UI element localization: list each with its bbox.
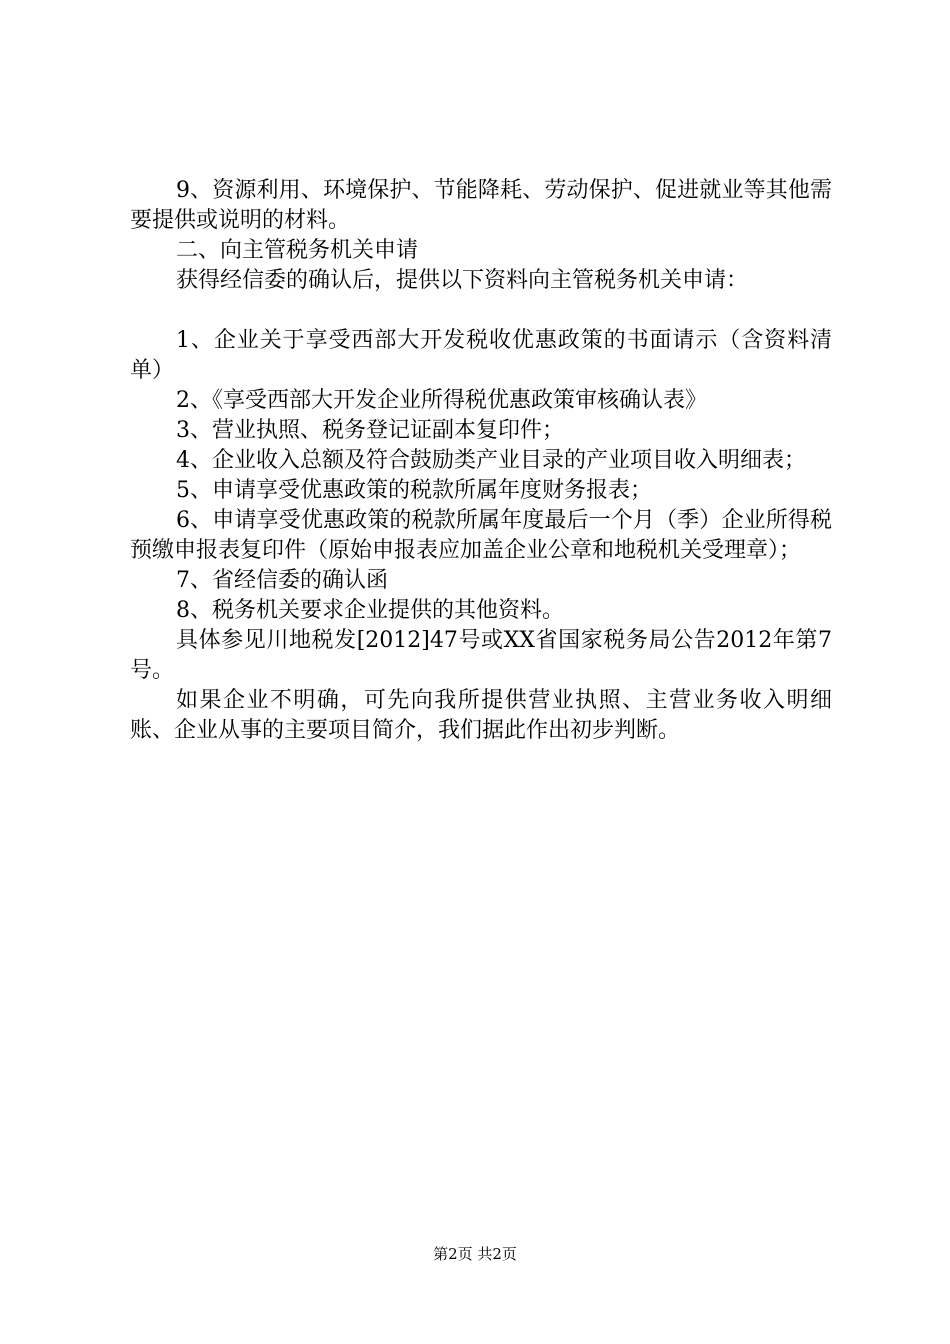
paragraph-reference: 具体参见川地税发[2012]47号或XX省国家税务局公告2012年第7号。 xyxy=(130,628,832,683)
paragraph-item-2: 2、《享受西部大开发企业所得税优惠政策审核确认表》 xyxy=(176,388,707,413)
paragraph-item-4: 4、企业收入总额及符合鼓励类产业目录的产业项目收入明细表； xyxy=(176,448,806,473)
paragraph-closing-note: 如果企业不明确，可先向我所提供营业执照、主营业务收入明细账、企业从事的主要项目简介，我们据此作出初步判断。 xyxy=(130,688,832,743)
paragraph-item-9: 9、资源利用、环境保护、节能降耗、劳动保护、促进就业等其他需要提供或说明的材料。 xyxy=(130,178,832,233)
document-body xyxy=(130,176,832,746)
paragraph-item-5: 5、申请享受优惠政策的税款所属年度财务报表； xyxy=(176,478,652,503)
paragraph-item-1: 1、企业关于享受西部大开发税收优惠政策的书面请示（含资料清单） xyxy=(130,328,832,383)
paragraph-intro-materials: 获得经信委的确认后，提供以下资料向主管税务机关申请： xyxy=(176,268,749,293)
paragraph-item-6: 6、申请享受优惠政策的税款所属年度最后一个月（季）企业所得税预缴申报表复印件（原始申报表应加盖企业公章和地税机关受理章）； xyxy=(130,508,832,563)
paragraph-item-3: 3、营业执照、税务登记证副本复印件； xyxy=(176,418,564,443)
section-heading-apply-tax-office: 二、向主管税务机关申请 xyxy=(176,238,419,263)
paragraph-item-7: 7、省经信委的确认函 xyxy=(176,568,388,593)
page-number-footer: 第2页 共2页 xyxy=(433,1245,517,1263)
paragraph-item-8: 8、税务机关要求企业提供的其他资料。 xyxy=(176,598,564,623)
